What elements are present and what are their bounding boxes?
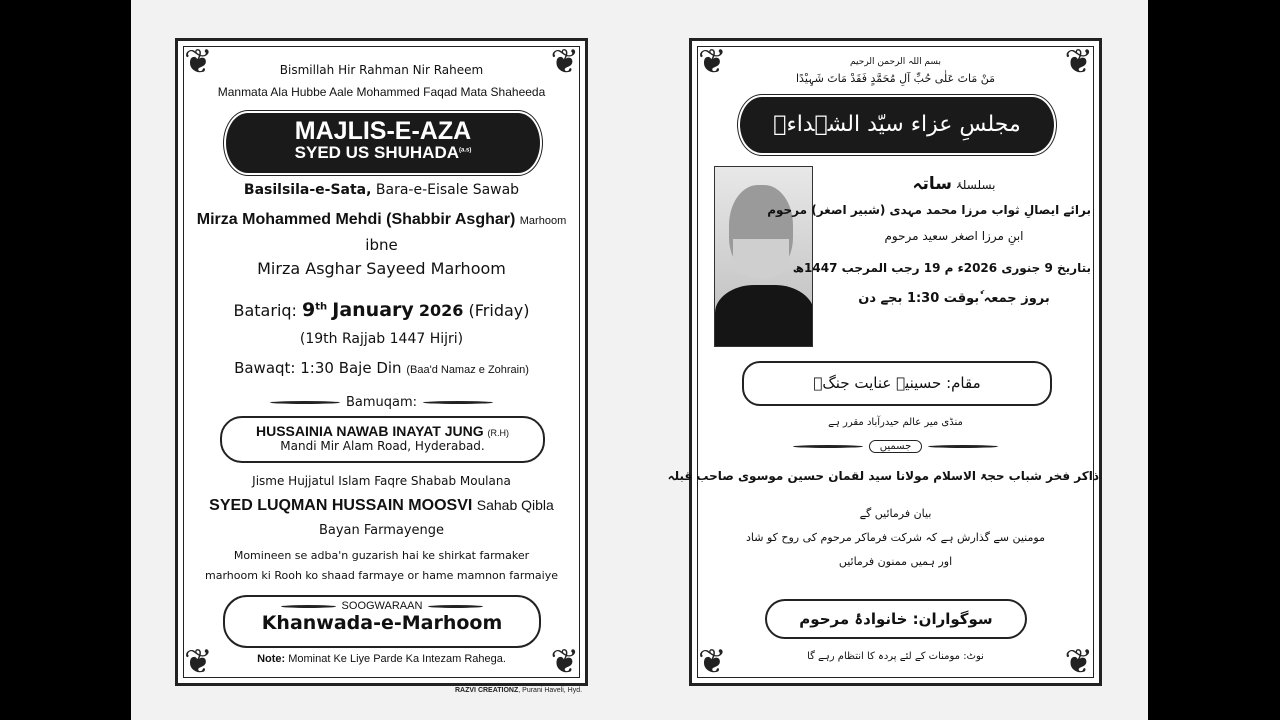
urdu-banner-title: مجلسِ عزاء سیّد الشہداءؑ	[773, 112, 1021, 137]
floral-corner-icon: ❦	[1064, 642, 1093, 682]
speaker-suffix: Sahab Qibla	[476, 497, 554, 513]
venue-name: HUSSAINIA NAWAB INAYAT JUNG	[255, 423, 484, 439]
floral-corner-icon: ❦	[550, 642, 579, 682]
banner-title: MAJLIS-E-AZA	[294, 117, 472, 145]
date-weekday: (Friday)	[468, 301, 530, 320]
floral-corner-icon: ❦	[698, 642, 727, 682]
note-label: Note:	[257, 653, 286, 665]
venue-frame	[220, 416, 545, 463]
floral-corner-icon: ❦	[550, 42, 579, 82]
urdu-request-1: مومنین سے گذارش ہے کہ شرکت فرماکر مرحوم کی روح کو شاد	[746, 531, 1045, 544]
urdu-venue-frame	[742, 361, 1052, 406]
urdu-deceased: برائے ایصالِ ثواب مرزا محمد مہدی (شبیر اصغر) مرحوم	[767, 203, 1091, 217]
silsila-bold: Basilsila-e-Sata,	[243, 182, 372, 198]
urdu-title-banner	[740, 97, 1054, 153]
date-day: 9	[302, 299, 316, 321]
urdu-address: منڈی میر عالم حیدرآباد مقرر ہے	[828, 417, 963, 428]
floral-corner-icon: ❦	[698, 42, 727, 82]
swash-ornament	[281, 605, 336, 608]
urdu-date: بتاریخ 9 جنوری 2026ء م 19 رجب المرجب 1447ھ	[792, 261, 1091, 275]
banner-sup: (a.s)	[459, 147, 472, 154]
urdu-bayan: بیان فرمائیں گے	[859, 507, 932, 520]
bayan: Bayan Farmayenge	[318, 523, 445, 538]
urdu-silsila-bold: ساتہ	[912, 174, 952, 194]
floral-corner-icon: ❦	[1064, 42, 1093, 82]
swash-ornament	[793, 445, 863, 448]
urdu-soogwaraan: سوگواران: خانوادۂ مرحوم	[799, 610, 993, 628]
venue-label: Bamuqam:	[345, 395, 418, 410]
credit-rest: , Purani Haveli, Hyd.	[518, 687, 583, 694]
urdu-father: ابنِ مرزا اصغر سعید مرحوم	[884, 229, 1024, 243]
swash-ornament	[928, 445, 998, 448]
soogwaraan-frame	[223, 595, 541, 648]
deceased-suffix: Marhoom	[519, 215, 567, 227]
urdu-note: نوٹ: مومنات کے لئے پردہ کا انتظام رہے گا	[807, 651, 984, 662]
time-main: Bawaqt: 1:30 Baje Din	[234, 359, 402, 377]
request-line-1: Momineen se adba'n guzarish hai ke shirkat farmaker	[233, 549, 530, 562]
printer-credit	[455, 687, 582, 694]
date-day-sup: th	[315, 301, 328, 313]
urdu-silsila: بسلسلۂ	[955, 178, 996, 192]
note-text: Mominat Ke Liye Parde Ka Intezam Rahega.	[288, 653, 506, 665]
hijri-date: (19th Rajjab 1447 Hijri)	[299, 331, 464, 347]
urdu-manmata: مَنْ مَاتَ عَلٰی حُبِّ آلِ مُحَمَّدٍ فَقَدْ مَاتَ شَہِیْدًا	[796, 72, 995, 85]
deceased-photo	[714, 166, 813, 347]
swash-ornament	[423, 401, 493, 404]
urdu-bismillah: بسم اللہ الرحمن الرحیم	[850, 57, 941, 67]
swash-ornament	[428, 605, 483, 608]
venue-address: Mandi Mir Alam Road, Hyderabad.	[280, 439, 485, 453]
date-month: January	[332, 299, 414, 321]
soogwaraan-label: SOOGWARAAN	[341, 600, 423, 612]
floral-corner-icon: ❦	[184, 642, 213, 682]
silsila-rest: Bara-e-Eisale Sawab	[375, 182, 520, 198]
speaker-name: SYED LUQMAN HUSSAIN MOOSVI	[209, 497, 473, 514]
credit-bold: RAZVI CREATIONZ	[455, 687, 519, 694]
manmata: Manmata Ala Hubbe Aale Mohammed Faqad Mata Shaheeda	[217, 85, 546, 99]
deceased-name: Mirza Mohammed Mehdi (Shabbir Asghar)	[196, 211, 516, 228]
speaker-intro: Jisme Hujjatul Islam Faqre Shabab Moulana	[252, 474, 511, 488]
urdu-time: بروز جمعہ ٗبوقت 1:30 بجے دن	[858, 291, 1050, 306]
father-name: Mirza Asghar Sayeed Marhoom	[257, 259, 506, 278]
bismillah: Bismillah Hir Rahman Nir Raheem	[279, 63, 484, 77]
time-note: (Baa'd Namaz e Zohrain)	[406, 364, 529, 376]
urdu-request-2: اور ہمیں ممنون فرمائیں	[838, 555, 953, 568]
title-banner	[226, 113, 540, 173]
date-prefix: Batariq:	[233, 301, 297, 320]
soogwaraan-name: Khanwada-e-Marhoom	[261, 612, 503, 634]
date-year: 2026	[418, 301, 464, 320]
urdu-soogwaraan-frame	[765, 599, 1027, 639]
floral-corner-icon: ❦	[184, 42, 213, 82]
swash-ornament	[270, 401, 340, 404]
urdu-invitation-card	[667, 38, 1102, 686]
venue-suffix: (R.H)	[487, 428, 510, 438]
ibne: ibne	[365, 236, 398, 254]
urdu-jisme: جسمیں	[869, 440, 923, 453]
english-invitation-card	[175, 38, 588, 686]
request-line-2: marhoom ki Rooh ko shaad farmaye or hame mamnon farmaiye	[205, 569, 558, 582]
urdu-speaker: ذاکر فخر شباب حجۃ الاسلام مولانا سید لقمان حسین موسوی صاحب قبلہ	[667, 469, 1099, 483]
banner-subtitle: SYED US SHUHADA	[294, 143, 459, 162]
urdu-venue: مقام: حسینیہ عنایت جنگؒ	[813, 374, 981, 392]
